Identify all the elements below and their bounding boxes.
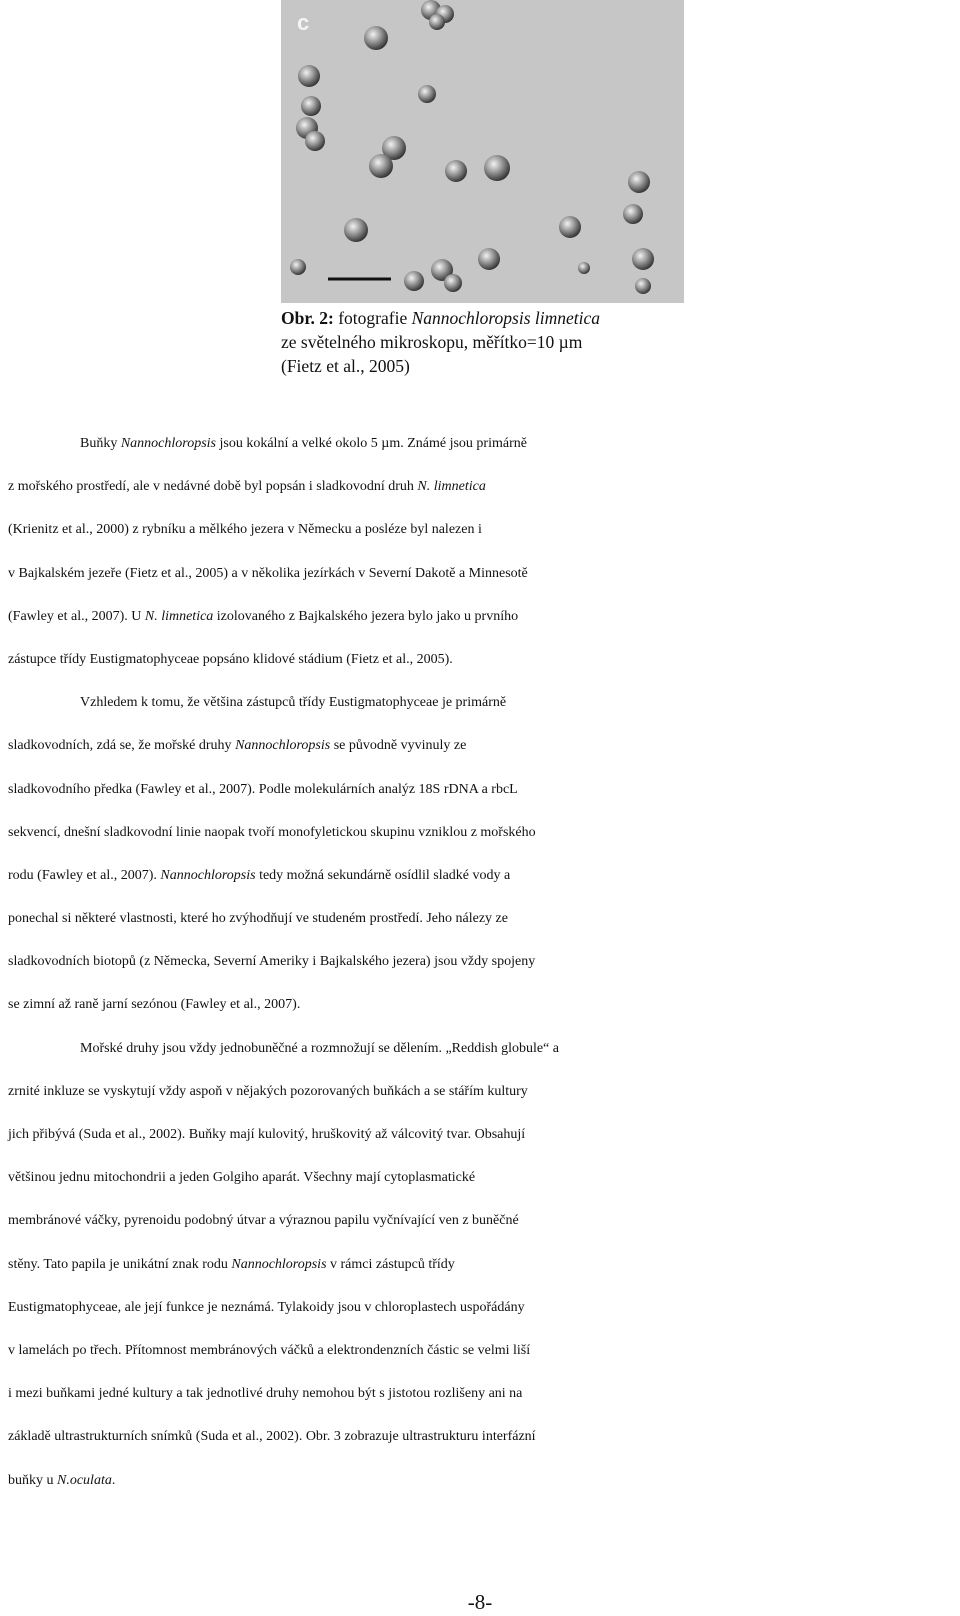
paragraph-line: jich přibývá (Suda et al., 2002). Buňky mají kulovitý, hruškovitý až válcovitý tvar. Obsahují (8, 1127, 526, 1142)
body-text (8, 422, 960, 1502)
paragraph-line: z mořského prostředí, ale v nedávné době byl popsán i sladkovodní druh N. limnetica (8, 479, 486, 495)
paragraph-line: většinou jednu mitochondrii a jeden Golgiho aparát. Všechny mají cytoplasmatické (8, 1170, 476, 1186)
paragraph-line: (Fawley et al., 2007). U N. limnetica izolovaného z Bajkalského jezera bylo jako u prvního (8, 608, 519, 624)
paragraph-line: sladkovodního předka (Fawley et al., 2007). Podle molekulárních analýz 18S rDNA a rbcL (8, 781, 518, 797)
paragraph-line: základě ultrastrukturních snímků (Suda et al., 2002). Obr. 3 zobrazuje ultrastrukturu interfázní (8, 1429, 536, 1445)
paragraph-line: buňky u N.oculata. (8, 1472, 116, 1488)
paragraph-line: sladkovodních biotopů (z Německa, Severní Ameriky i Bajkalského jezera) jsou vždy spojeny (8, 954, 536, 970)
page-number: -8- (467, 1590, 493, 1614)
paragraph-line: sladkovodních, zdá se, že mořské druhy Nannochloropsis se původně vyvinuly ze (8, 738, 467, 754)
micrograph-image (281, 0, 684, 303)
figure-caption (281, 306, 701, 378)
paragraph-line: rodu (Fawley et al., 2007). Nannochloropsis tedy možná sekundárně osídlil sladké vody a (8, 867, 511, 883)
paragraph-line: i mezi buňkami jedné kultury a tak jednotlivé druhy nemohou být s jistotou rozlišeny ani na (8, 1386, 523, 1402)
paragraph-line: Buňky Nannochloropsis jsou kokální a velké okolo 5 µm. Známé jsou primárně (80, 436, 527, 451)
caption-label: Obr. 2: (281, 308, 334, 328)
caption-line-2: ze světelného mikroskopu, měřítko=10 µm (281, 332, 583, 352)
paragraph-line: zrnité inkluze se vyskytují vždy aspoň v nějakých pozorovaných buňkách a se stářím kultury (8, 1083, 528, 1099)
paragraph-line: Eustigmatophyceae, ale její funkce je neznámá. Tylakoidy jsou v chloroplastech uspořádány (8, 1299, 525, 1315)
paragraph-line: membránové váčky, pyrenoidu podobný útvar a výraznou papilu vyčnívající ven z buněčné (8, 1213, 519, 1229)
paragraph-line: zástupce třídy Eustigmatophyceae popsáno klidové stádium (Fietz et al., 2005). (8, 651, 453, 667)
paragraph-line: ponechal si některé vlastnosti, které ho zvýhodňují ve studeném prostředí. Jeho nálezy ze (8, 911, 508, 927)
paragraph-line: sekvencí, dnešní sladkovodní linie naopak tvoří monofyletickou skupinu vzniklou z mořského (8, 824, 536, 840)
paragraph-line: Vzhledem k tomu, že většina zástupců třídy Eustigmatophyceae je primárně (80, 695, 507, 711)
paragraph-line: v Bajkalském jezeře (Fietz et al., 2005) a v několika jezírkách v Severní Dakotě a Minnesotě (8, 565, 528, 581)
panel-letter: c (297, 10, 310, 35)
paragraph-line: se zimní až raně jarní sezónou (Fawley et al., 2007). (8, 997, 301, 1013)
caption-text: fotografie (338, 308, 408, 328)
paragraph-line: v lamelách po třech. Přítomnost membránových váčků a elektrondenzních částic se velmi liší (8, 1342, 531, 1358)
paragraph-line: Mořské druhy jsou vždy jednobuněčné a rozmnožují se dělením. „Reddish globule“ a (80, 1040, 559, 1056)
caption-species: Nannochloropsis limnetica (411, 308, 601, 328)
caption-line-3: (Fietz et al., 2005) (281, 356, 410, 376)
paragraph-line: (Krienitz et al., 2000) z rybníku a mělkého jezera v Německu a posléze byl nalezen i (8, 522, 482, 538)
paragraph-line: stěny. Tato papila je unikátní znak rodu Nannochloropsis v rámci zástupců třídy (8, 1256, 455, 1272)
micrograph-figure (281, 0, 684, 303)
